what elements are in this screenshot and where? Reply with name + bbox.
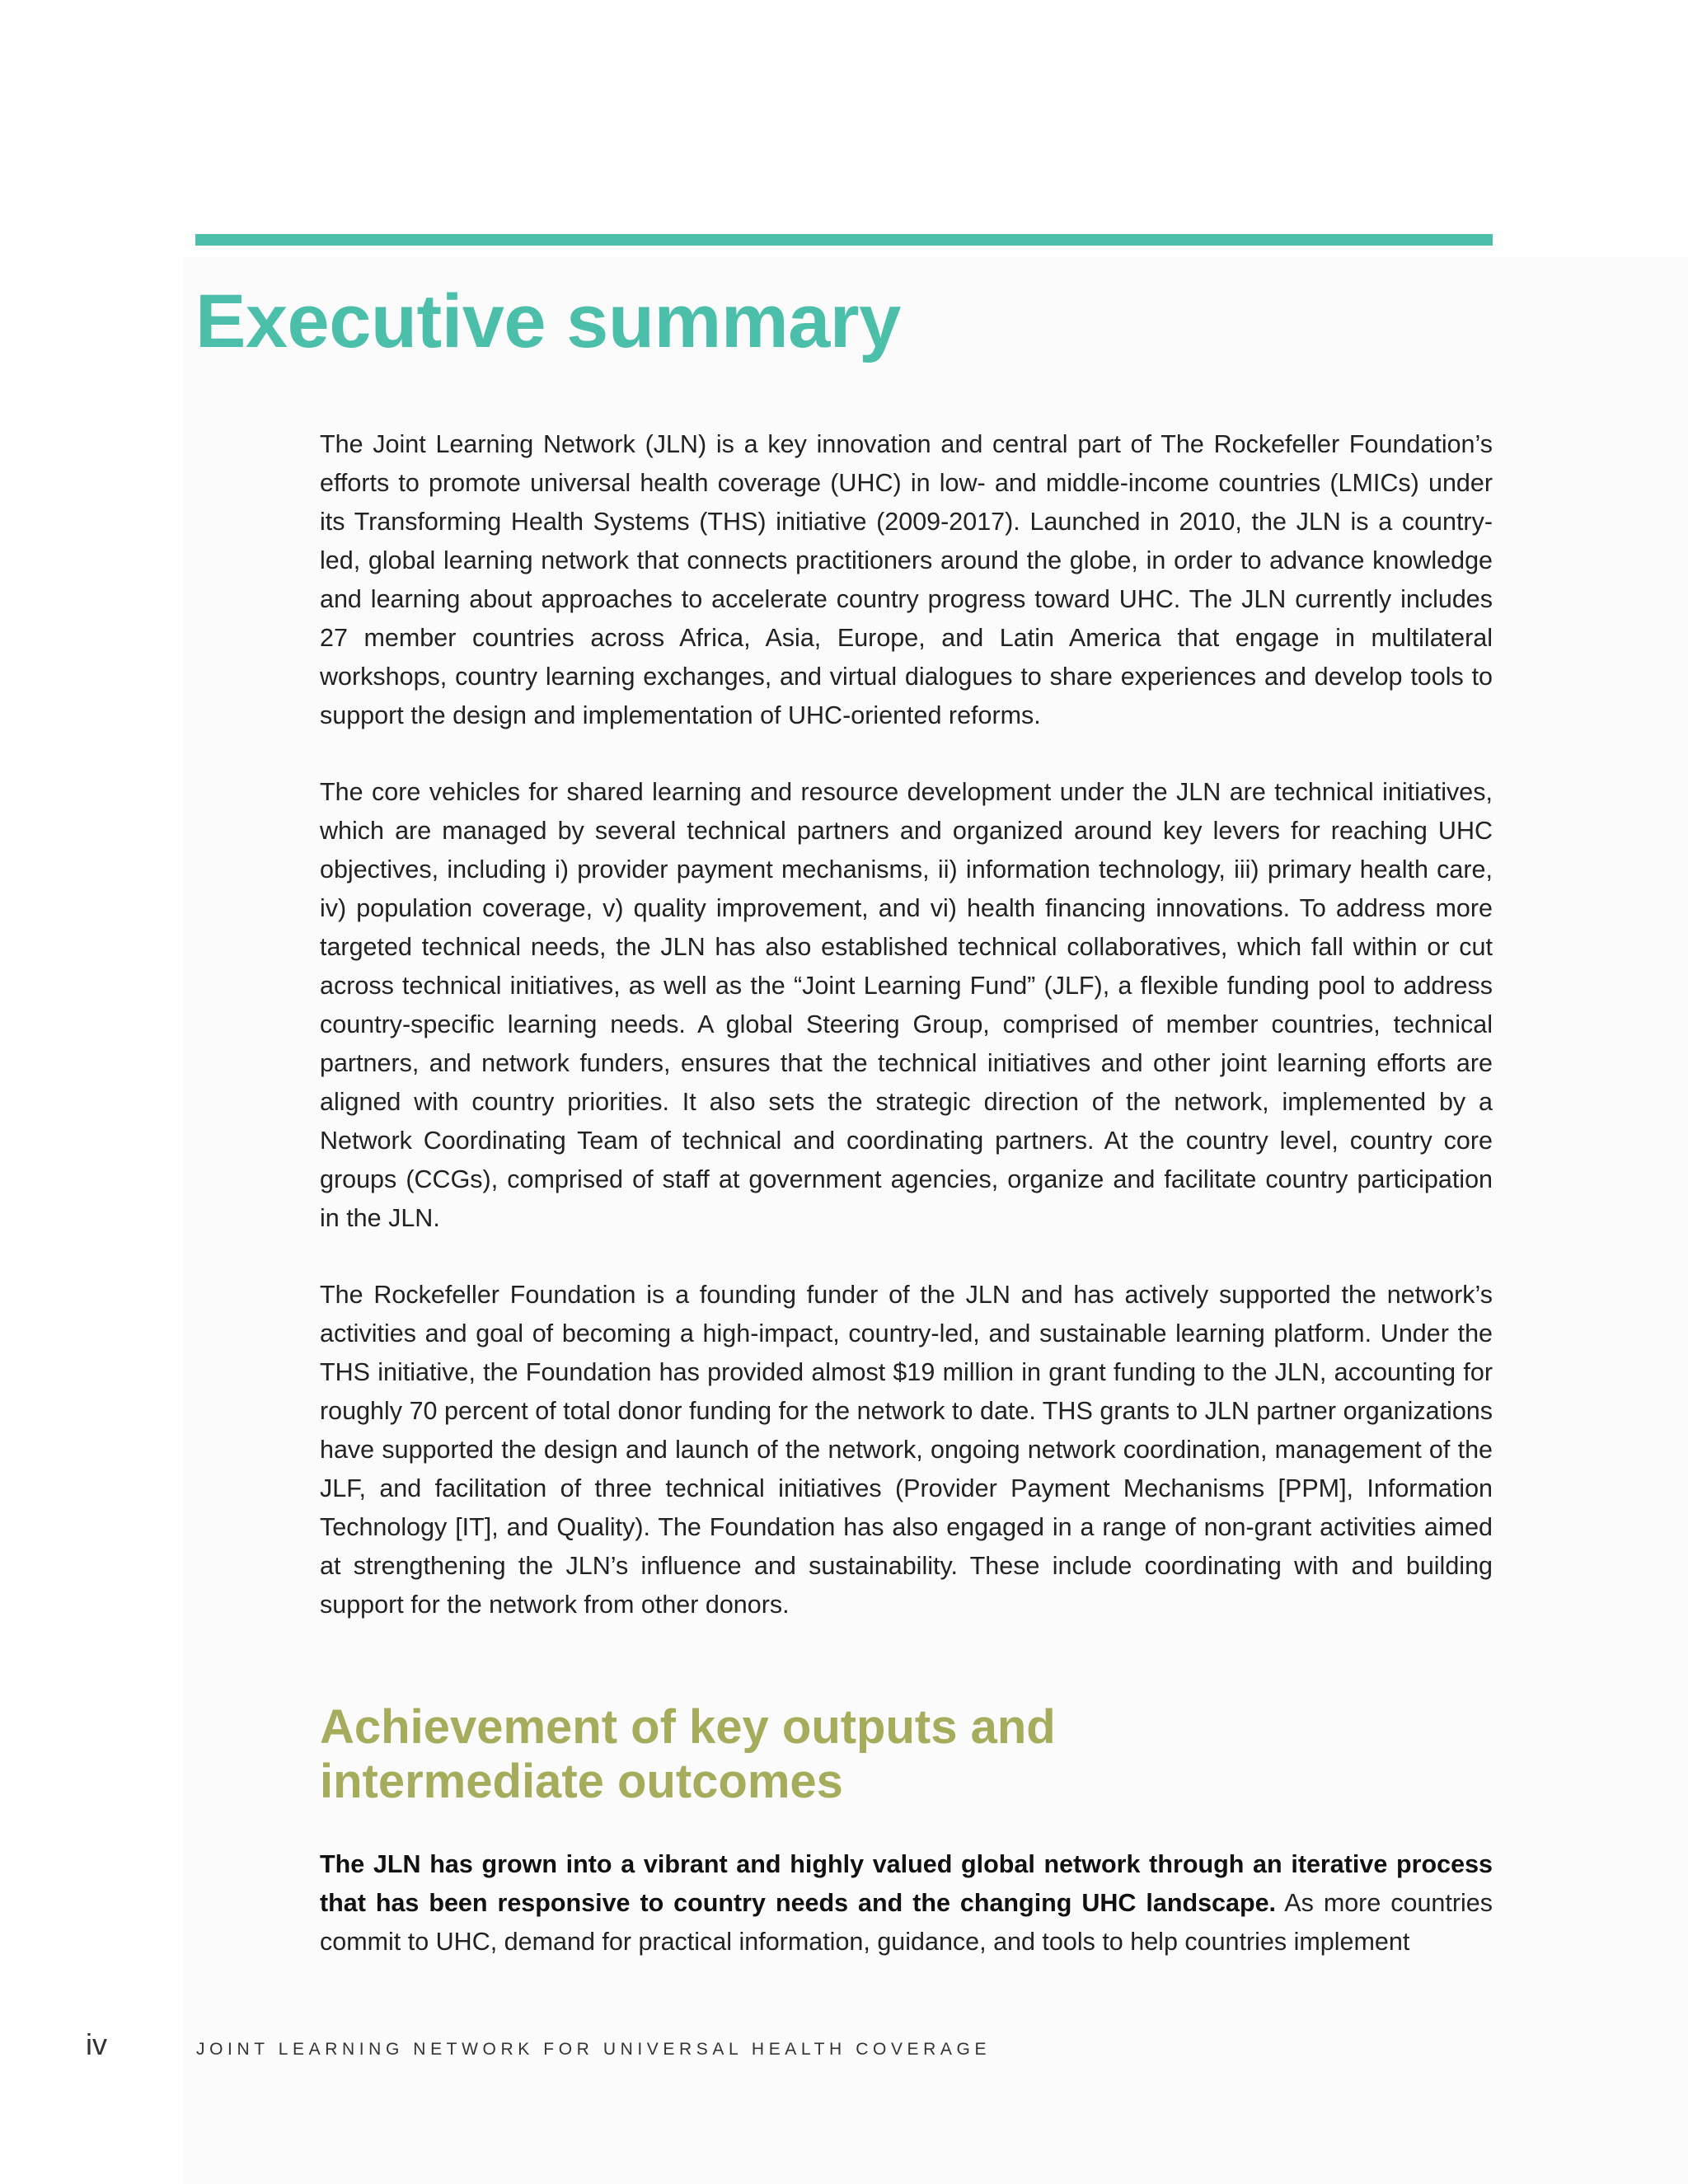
paragraph-achievement	[320, 1845, 1493, 1961]
title-rule	[195, 234, 1493, 246]
running-footer: JOINT LEARNING NETWORK FOR UNIVERSAL HEALTH COVERAGE	[196, 2040, 992, 2059]
section-heading: Achievement of key outputs and intermediate outcomes	[320, 1700, 1056, 1808]
paragraph-rockefeller: The Rockefeller Foundation is a founding funder of the JLN and has actively supported the network’s activities and goal of becoming a high-impact, country-led, and sustainable learning platform. Under the THS initiative, the Foundation has provided almost $19 million in grant funding to the JLN, accounting for roughly 70 percent of total donor funding for the network to date. THS grants to JLN partner organizations have supported the design and launch of the network, ongoing network coordination, management of the JLF, and facilitation of three technical initiatives (Provider Payment Mechanisms [PPM], Information Technology [IT], and Quality). The Foundation has also engaged in a range of non-grant activities aimed at strengthening the JLN’s influence and sustainability. These include coordinating with and building support for the network from other donors.	[320, 1281, 1493, 1619]
page-number: iv	[86, 2027, 107, 2061]
lead-continuation: As more countries commit to UHC, demand for practical information, guidance, and tools to help countries implement	[320, 1889, 1493, 1956]
lead-sentence: The JLN has grown into a vibrant and highly valued global network through an iterative process that has been responsive to country needs and the changing UHC landscape.	[320, 1850, 1493, 1917]
paragraph-intro: The Joint Learning Network (JLN) is a key innovation and central part of The Rockefeller Foundation’s efforts to promote universal health coverage (UHC) in low- and middle-income countries (LMICs) under its Transforming Health Systems (THS) initiative (2009-2017). Launched in 2010, the JLN is a country-led, global learning network that connects practitioners around the globe, in order to advance knowledge and learning about approaches to accelerate country progress toward UHC. The JLN currently includes 27 member countries across Africa, Asia, Europe, and Latin America that engage in multilateral workshops, country learning exchanges, and virtual dialogues to share experiences and develop tools to support the design and implementation of UHC-oriented reforms.	[320, 430, 1493, 729]
page-title: Executive summary	[195, 279, 901, 363]
body-content	[320, 425, 1493, 1999]
paragraph-technical-initiatives: The core vehicles for shared learning and resource development under the JLN are technical initiatives, which are managed by several technical partners and organized around key levers for reaching UHC objectives, including i) provider payment mechanisms, ii) information technology, iii) primary health care, iv) population coverage, v) quality improvement, and vi) health financing innovations. To address more targeted technical needs, the JLN has also established technical collaboratives, which fall within or cut across technical initiatives, as well as the “Joint Learning Fund” (JLF), a flexible funding pool to address country-specific learning needs. A global Steering Group, comprised of member countries, technical partners, and network funders, ensures that the technical initiatives and other joint learning efforts are aligned with country priorities. It also sets the strategic direction of the network, implemented by a Network Coordinating Team of technical and coordinating partners. At the country level, country core groups (CCGs), comprised of staff at government agencies, organize and facilitate country participation in the JLN.	[320, 778, 1493, 1232]
